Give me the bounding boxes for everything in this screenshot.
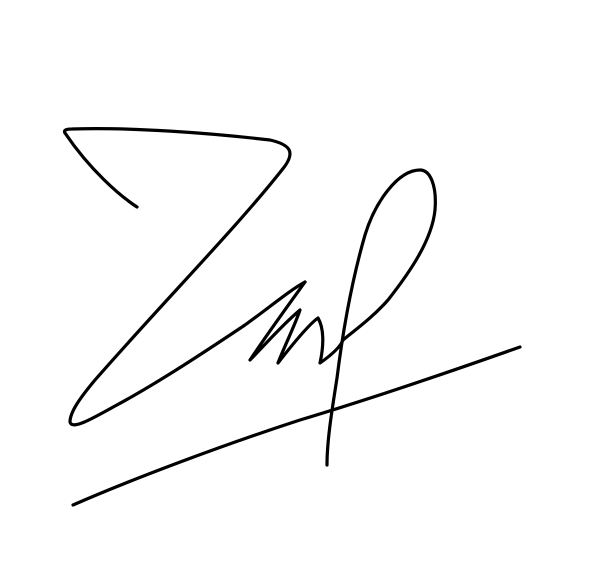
signature-stroke-m: [250, 282, 343, 363]
signature-stroke-f: [327, 170, 435, 465]
signature-stroke-z: [64, 129, 305, 425]
signature-underline: [73, 347, 520, 505]
